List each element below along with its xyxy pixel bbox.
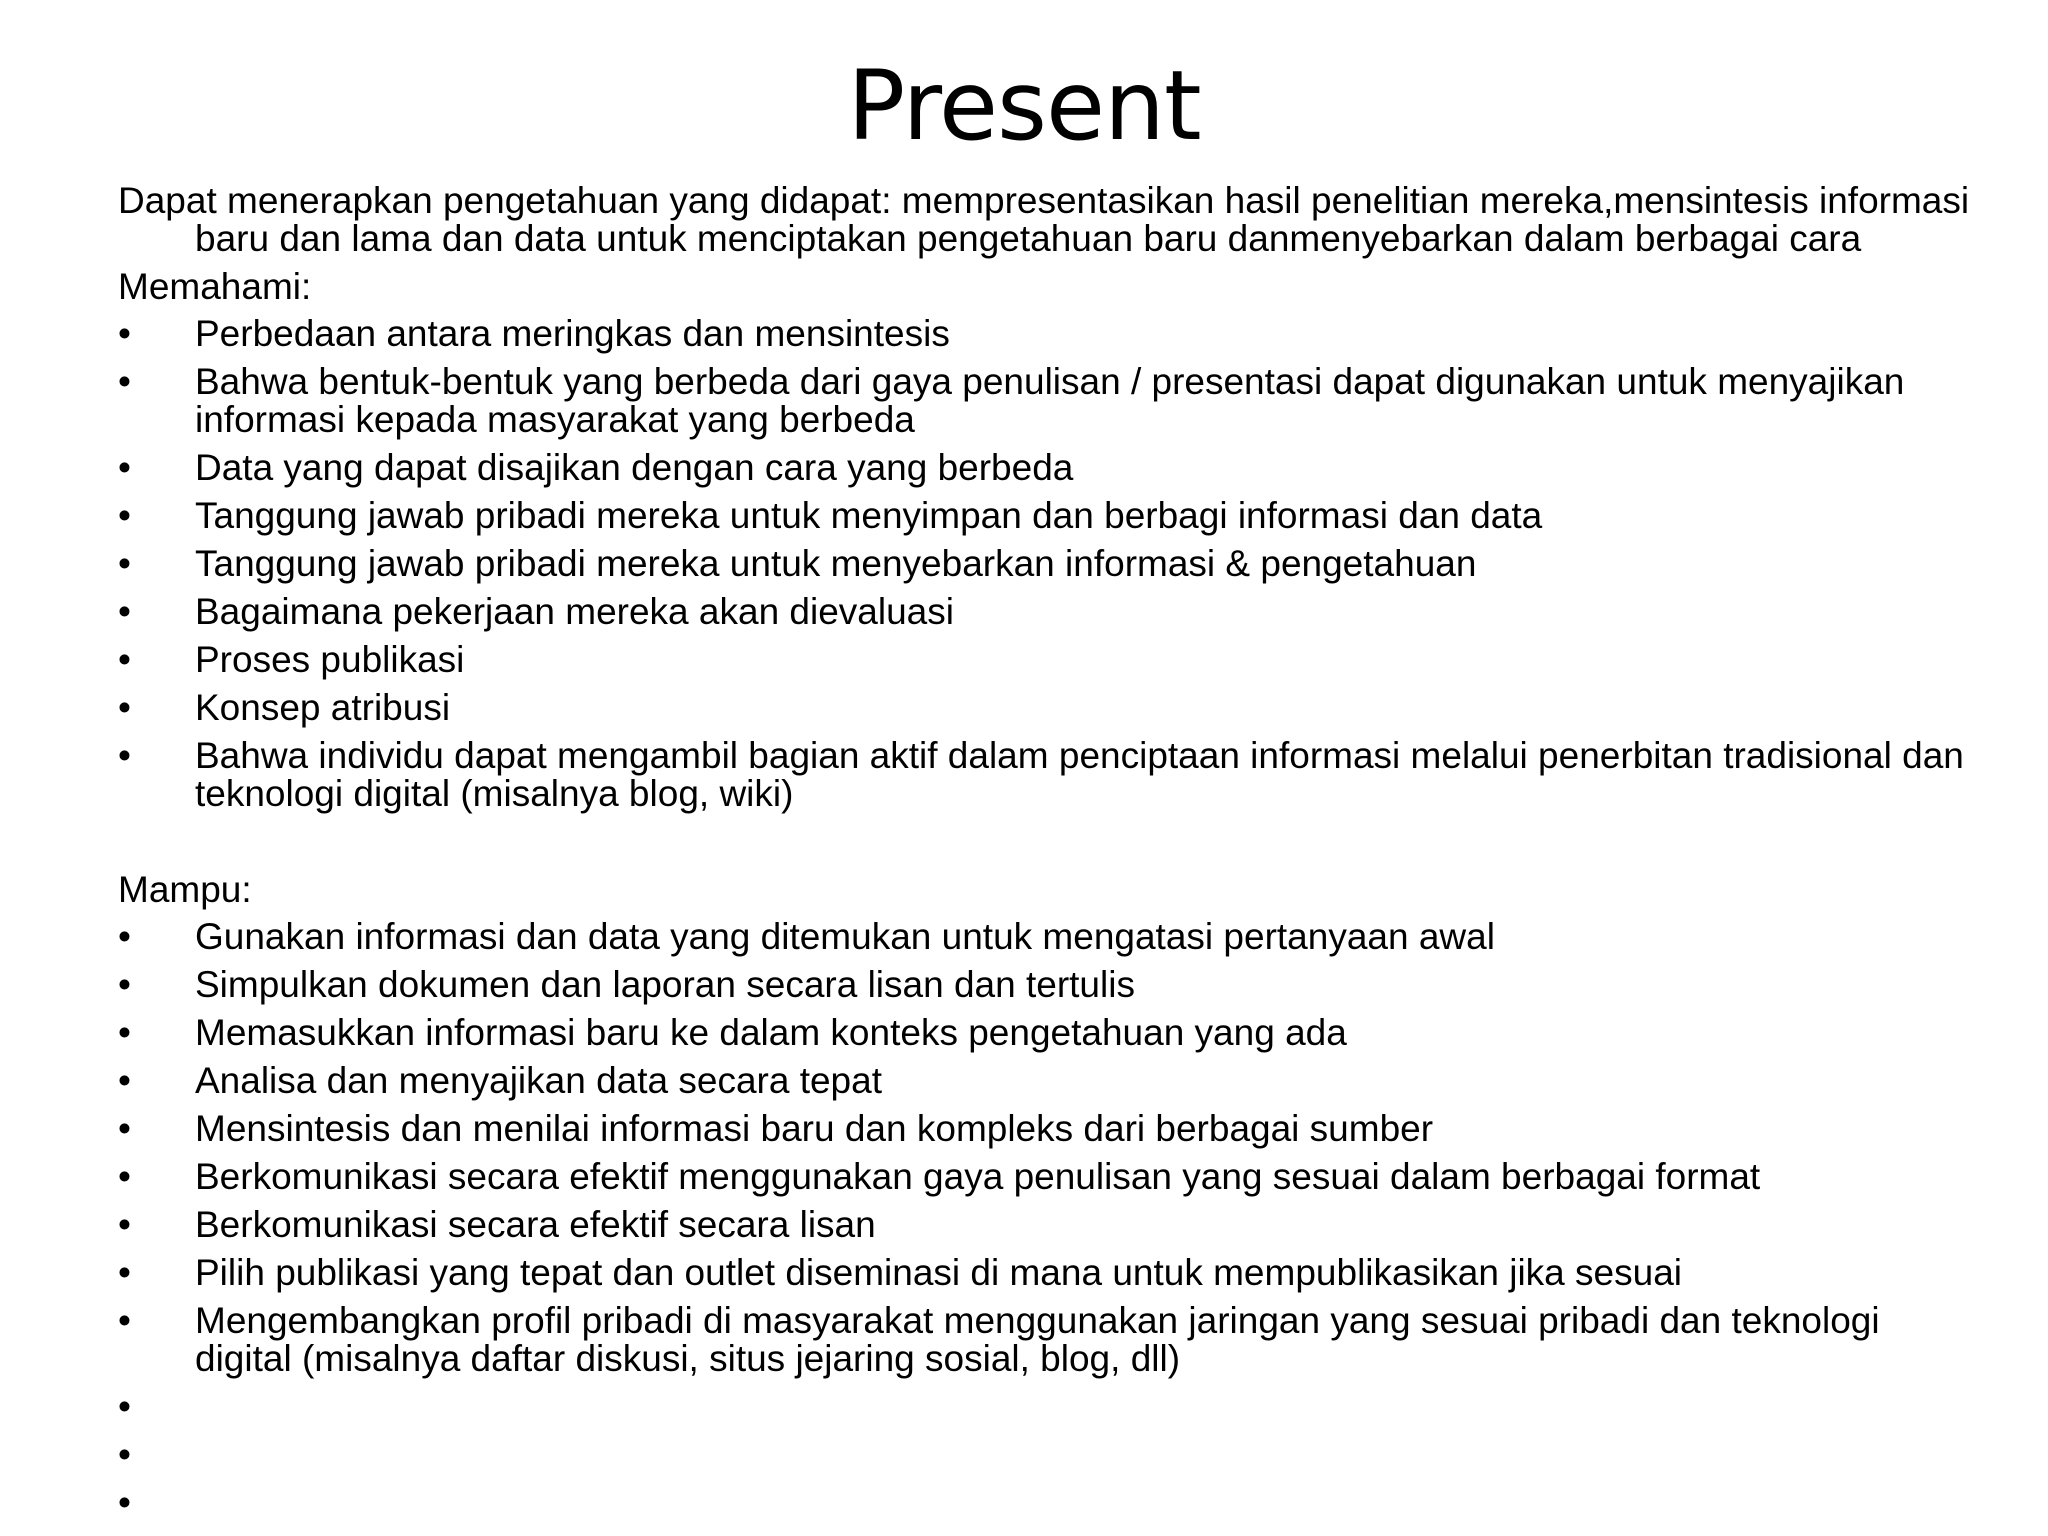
mampu-list [118,918,1978,1522]
list-item [118,545,1978,583]
list-item [118,689,1978,727]
list-item [118,1484,1978,1522]
bullet-icon: • [118,735,131,776]
list-item-text: Tanggung jawab pribadi mereka untuk menyebarkan informasi & pengetahuan [195,543,1477,584]
list-item-text: Konsep atribusi [195,687,451,728]
list-item-text: Data yang dapat disajikan dengan cara yang berbeda [195,447,1074,488]
slide-body [118,182,1978,1532]
list-item [118,918,1978,956]
list-item [118,363,1978,439]
list-item-text: Mengembangkan profil pribadi di masyarakat menggunakan jaringan yang sesuai pribadi dan teknologi digital (misalnya daftar diskusi, situs jejaring sosial, blog, dll) [195,1300,1880,1379]
bullet-icon: • [118,361,131,402]
list-item-text: Pilih publikasi yang tepat dan outlet diseminasi di mana untuk mempublikasikan jika sesuai [195,1252,1682,1293]
list-item [118,1436,1978,1474]
bullet-icon: • [118,313,131,354]
list-item [118,1254,1978,1292]
list-item-text: Simpulkan dokumen dan laporan secara lisan dan tertulis [195,964,1135,1005]
list-item [118,593,1978,631]
bullet-icon: • [118,1012,131,1053]
list-item [118,966,1978,1004]
list-item-text: Analisa dan menyajikan data secara tepat [195,1060,882,1101]
list-item [118,1110,1978,1148]
list-item [118,1158,1978,1196]
list-item [118,641,1978,679]
bullet-icon: • [118,1252,131,1293]
bullet-icon: • [118,1482,131,1523]
list-item-text: Bagaimana pekerjaan mereka akan dievaluasi [195,591,954,632]
list-item [118,1062,1978,1100]
bullet-icon: • [118,1204,131,1245]
slide-title: Present [847,50,1201,162]
bullet-icon: • [118,1156,131,1197]
list-item-text: Bahwa bentuk-bentuk yang berbeda dari gaya penulisan / presentasi dapat digunakan untuk menyajikan informasi kepada masyarakat yang berbeda [195,361,1905,440]
list-item-text: Proses publikasi [195,639,465,680]
bullet-icon: • [118,639,131,680]
bullet-icon: • [118,916,131,957]
bullet-icon: • [118,1386,131,1427]
list-item-text: Gunakan informasi dan data yang ditemukan untuk mengatasi pertanyaan awal [195,916,1495,957]
bullet-icon: • [118,1060,131,1101]
list-item-text: Perbedaan antara meringkas dan mensintesis [195,313,950,354]
list-item [118,315,1978,353]
section-spacer [118,823,1978,871]
list-item-text: Bahwa individu dapat mengambil bagian aktif dalam penciptaan informasi melalui penerbitan tradisional dan teknologi digital (misalnya blog, wiki) [195,735,1964,814]
list-item-text: Tanggung jawab pribadi mereka untuk menyimpan dan berbagi informasi dan data [195,495,1543,536]
list-item [118,1206,1978,1244]
bullet-icon: • [118,1300,131,1341]
bullet-icon: • [118,1434,131,1475]
memahami-list [118,315,1978,813]
mampu-heading: Mampu: [118,869,252,910]
list-item [118,1014,1978,1052]
list-item-text: Memasukkan informasi baru ke dalam konteks pengetahuan yang ada [195,1012,1347,1053]
list-item [118,497,1978,535]
bullet-icon: • [118,543,131,584]
intro-paragraph: Dapat menerapkan pengetahuan yang didapat: mempresentasikan hasil penelitian mereka,mensintesis informasi baru dan lama dan data untuk menciptakan pengetahuan baru danmenyebarkan dalam berbagai cara [118,180,1970,259]
list-item [118,1388,1978,1426]
bullet-icon: • [118,591,131,632]
bullet-icon: • [118,447,131,488]
bullet-icon: • [118,687,131,728]
list-item [118,1302,1978,1378]
bullet-icon: • [118,1108,131,1149]
list-item [118,737,1978,813]
list-item [118,449,1978,487]
bullet-icon: • [118,964,131,1005]
list-item-text: Berkomunikasi secara efektif secara lisan [195,1204,876,1245]
memahami-heading: Memahami: [118,266,312,307]
bullet-icon: • [118,495,131,536]
list-item-text: Berkomunikasi secara efektif menggunakan gaya penulisan yang sesuai dalam berbagai format [195,1156,1761,1197]
list-item-text: Mensintesis dan menilai informasi baru dan kompleks dari berbagai sumber [195,1108,1434,1149]
